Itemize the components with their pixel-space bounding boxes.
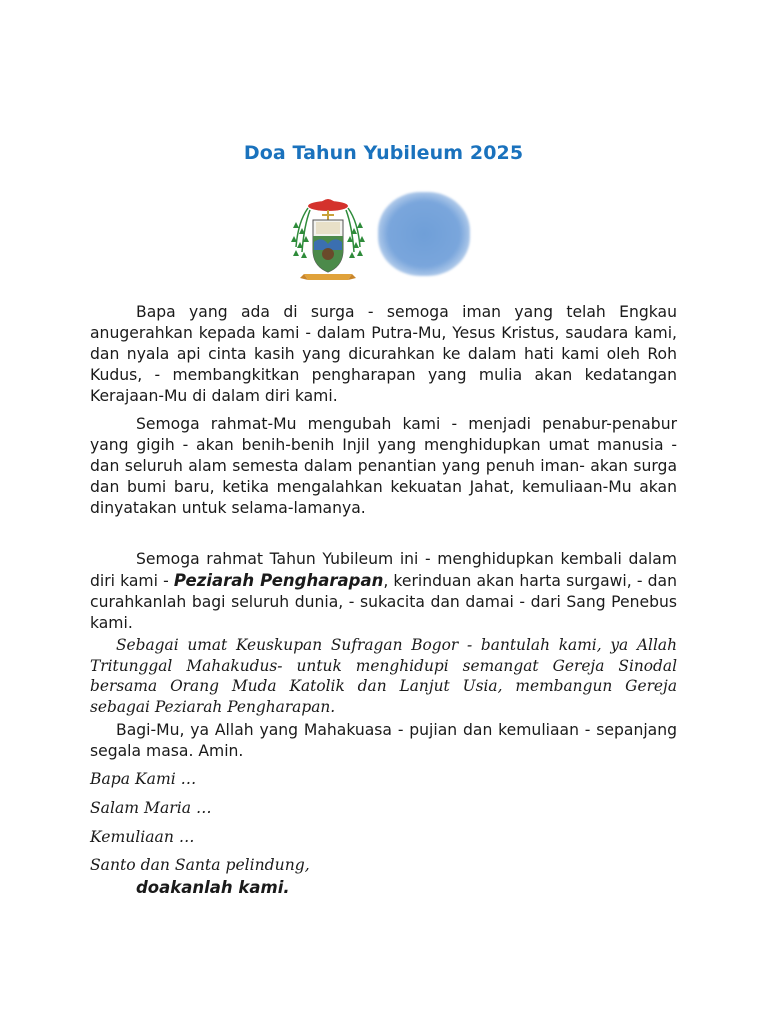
paragraph-1: Bapa yang ada di surga - semoga iman yang telah Engkau anugerahkan kepada kami - dalam Putra-Mu, Yesus Kristus, saudara kami, dan nyala api cinta kasih yang dicurahkan ke dalam hati kami oleh Roh Kudus, - membangkitkan pengharapan yang mulia akan kedatangan Kerajaan-Mu di dalam diri kami. [90, 303, 677, 405]
page-title: Doa Tahun Yubileum 2025 [243, 142, 524, 164]
peziarah-pengharapan-emphasis: Peziarah Pengharapan [173, 571, 384, 590]
closing-bapa-kami: Bapa Kami … [90, 770, 197, 788]
closing-kemuliaan: Kemuliaan … [90, 828, 195, 846]
paragraph-5: Bagi-Mu, ya Allah yang Mahakuasa - pujian dan kemuliaan - sepanjang segala masa. Amin. [90, 721, 677, 760]
bishop-coat-of-arms-icon [286, 192, 370, 284]
paragraph-3-before: Semoga rahmat Tahun Yubileum ini - menghidupkan kembali dalam diri kami - [90, 550, 677, 590]
closing-salam-maria: Salam Maria … [90, 799, 212, 817]
paragraph-3 [90, 549, 677, 634]
paragraph-4: Sebagai umat Keuskupan Sufragan Bogor - bantulah kami, ya Allah Tritunggal Mahakudus- untuk menghidupi semangat Gereja Sinodal bersama Orang Muda Katolik dan Lanjut Usia, membangun Gereja sebagai Peziarah Pengharapan. [90, 636, 677, 716]
closing-doakanlah-kami: doakanlah kami. [136, 878, 290, 897]
closing-santo-santa: Santo dan Santa pelindung, [90, 856, 310, 874]
blue-circle-icon [378, 192, 470, 276]
emblem-row [286, 192, 476, 292]
paragraph-3-after: , kerinduan akan harta surgawi, - dan curahkanlah bagi seluruh dunia, - sukacita dan damai - dari Sang Penebus kami. [90, 572, 677, 632]
paragraph-2: Semoga rahmat-Mu mengubah kami - menjadi penabur-penabur yang gigih - akan benih-benih Injil yang menghidupkan umat manusia - dan seluruh alam semesta dalam penantian yang penuh iman- akan surga dan bumi baru, ketika mengalahkan kekuatan Jahat, kemuliaan-Mu akan dinyatakan untuk selama-lamanya. [90, 415, 677, 517]
